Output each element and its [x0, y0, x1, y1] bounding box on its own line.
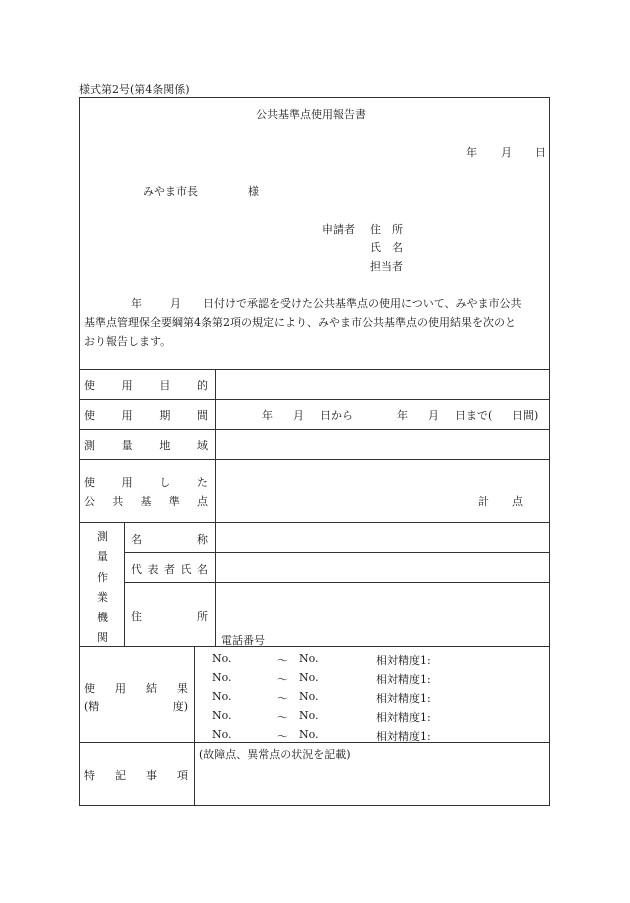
result-no-from: No.	[212, 652, 232, 665]
org-vchar: 業	[97, 591, 108, 604]
period-label: 使 用 期 間	[84, 409, 208, 422]
result-accuracy: 相対精度1:	[376, 730, 431, 743]
points-label-line1: 使 用 し た	[84, 476, 208, 489]
period-day-to: 日まで(	[455, 409, 493, 422]
applicant-name-label: 氏 名	[370, 241, 403, 254]
row-rule	[79, 646, 550, 647]
results-column-rule	[194, 646, 195, 806]
result-no-to: No.	[299, 671, 319, 684]
addressee-honorific: 様	[248, 185, 259, 198]
row-rule	[79, 429, 550, 430]
result-accuracy: 相対精度1:	[376, 692, 431, 705]
period-days: 日間)	[512, 409, 539, 422]
remarks-note: (故障点、異常点の状況を記載)	[199, 748, 351, 761]
phone-label: 電話番号	[221, 634, 265, 647]
points-total-label: 計	[478, 495, 489, 508]
result-tilde: 〜	[277, 711, 288, 724]
org-subrow-rule	[124, 582, 550, 583]
row-rule	[79, 399, 550, 400]
date-year-label: 年	[466, 146, 477, 159]
result-tilde: 〜	[277, 730, 288, 743]
result-accuracy: 相対精度1:	[376, 654, 431, 667]
period-year-1: 年	[262, 409, 273, 422]
body-month: 月	[170, 297, 181, 310]
org-vchar: 関	[97, 631, 108, 644]
result-tilde: 〜	[277, 673, 288, 686]
result-no-from: No.	[212, 690, 232, 703]
table-top-rule	[79, 369, 550, 370]
result-no-to: No.	[299, 728, 319, 741]
applicant-address-label: 住 所	[370, 223, 403, 236]
body-line1-rest: 日付けで承認を受けた公共基準点の使用について、みやま市公共	[203, 297, 522, 310]
result-accuracy: 相対精度1:	[376, 711, 431, 724]
result-no-from: No.	[212, 728, 232, 741]
purpose-label: 使 用 目 的	[84, 379, 208, 392]
period-month-2: 月	[428, 409, 439, 422]
form-number-label: 様式第2号(第4条関係)	[79, 83, 190, 96]
org-address-label: 住 所	[131, 610, 208, 623]
org-name-label: 名 称	[131, 533, 208, 546]
org-vchar: 作	[97, 571, 108, 584]
body-year: 年	[131, 297, 142, 310]
period-month-1: 月	[293, 409, 304, 422]
result-no-from: No.	[212, 709, 232, 722]
body-line3: おり報告します。	[84, 335, 172, 348]
results-label-line2: (精 度)	[84, 700, 188, 713]
result-no-to: No.	[299, 690, 319, 703]
row-rule	[79, 522, 550, 523]
addressee-name: みやま市長	[143, 185, 198, 198]
org-vchar: 測	[97, 530, 108, 543]
period-year-2: 年	[397, 409, 408, 422]
org-subrow-rule	[124, 552, 550, 553]
result-accuracy: 相対精度1:	[376, 673, 431, 686]
date-month-label: 月	[501, 146, 512, 159]
remarks-label: 特 記 事 項	[84, 769, 188, 782]
org-column-rule	[124, 522, 125, 646]
result-tilde: 〜	[277, 692, 288, 705]
result-tilde: 〜	[277, 654, 288, 667]
date-day-label: 日	[535, 146, 546, 159]
row-rule	[79, 742, 550, 743]
org-vchar: 量	[97, 550, 108, 563]
result-no-to: No.	[299, 709, 319, 722]
area-label: 測 量 地 域	[84, 439, 208, 452]
row-rule	[79, 459, 550, 460]
result-no-to: No.	[299, 652, 319, 665]
period-day-from: 日から	[320, 409, 353, 422]
form-title: 公共基準点使用報告書	[256, 108, 366, 121]
body-line2: 基準点管理保全要綱第4条第2項の規定により、みやま市公共基準点の使用結果を次のと	[84, 316, 516, 329]
results-label-line1: 使 用 結 果	[84, 682, 188, 695]
org-rep-label: 代 表 者 氏 名	[131, 563, 208, 576]
org-vchar: 機	[97, 611, 108, 624]
applicant-person-label: 担当者	[370, 260, 403, 273]
label-column-rule	[215, 369, 216, 646]
points-unit-label: 点	[512, 495, 523, 508]
applicant-label: 申請者	[322, 223, 355, 236]
points-label-line2: 公 共 基 準 点	[84, 495, 208, 508]
result-no-from: No.	[212, 671, 232, 684]
